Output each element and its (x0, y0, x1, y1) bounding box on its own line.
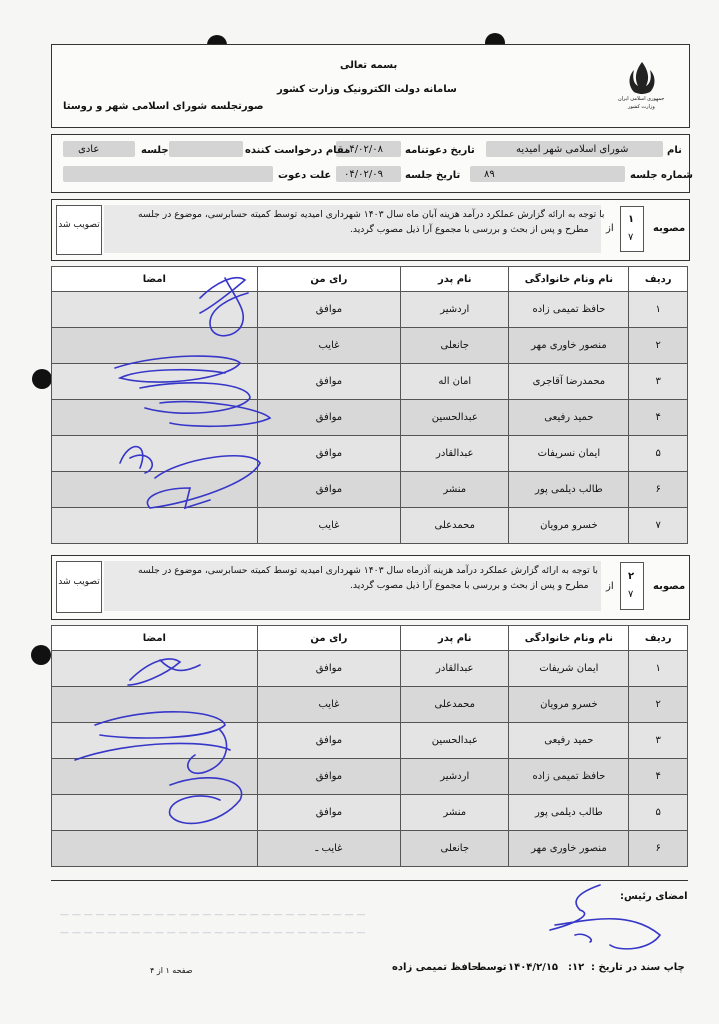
resolution-text: با توجه به ارائه گزارش عملکرد درآمد هزینه آذرماه سال ۱۴۰۳ شهرداری امیدیه توسط کمیته حسابرسی، موضوع در جلسه (138, 565, 598, 576)
resolution-text: مطرح و پس از بحث و بررسی با مجموع آرا ذیل مصوب گردید. (350, 224, 589, 235)
resolution-status: تصویب شد (58, 577, 100, 587)
session-type-value: عادی (78, 144, 100, 155)
by-label: توسط (476, 962, 507, 973)
resolution-number-box (620, 206, 644, 252)
session-label: جلسه (141, 145, 169, 156)
resolution-status-box (56, 561, 102, 613)
col-header-father: نام پدر (401, 626, 509, 651)
resolution-number: ۱ (628, 214, 635, 225)
bismillah: بسمه تعالی (340, 60, 398, 71)
row-no: ۶ (629, 472, 688, 508)
invite-date-label: تاریخ دعوتنامه (405, 145, 475, 156)
session-no-label: شماره جلسه (630, 170, 693, 181)
col-header-no: ردیف (629, 267, 688, 292)
col-header-father: نام پدر (401, 267, 509, 292)
row-vote: موافق (257, 436, 400, 472)
row-vote: موافق (257, 400, 400, 436)
name-label: نام (667, 145, 682, 156)
row-father: اردشیر (401, 292, 509, 328)
row-no: ۵ (629, 436, 688, 472)
col-header-no: ردیف (629, 626, 688, 651)
row-vote: موافق (257, 723, 400, 759)
print-time: ۱۲: (568, 962, 585, 973)
print-date: ۱۴۰۴/۲/۱۵ (508, 962, 559, 973)
session-date-value: ۰۴/۰۲/۰۹ (344, 169, 383, 180)
row-father: محمدعلی (401, 508, 509, 544)
resolution-label: مصوبه (653, 581, 686, 592)
row-vote: موافق (257, 292, 400, 328)
row-name: خسرو مرویان (509, 687, 629, 723)
col-header-name: نام ونام خانوادگی (509, 626, 629, 651)
handwritten-signatures-1 (100, 268, 290, 518)
punch-hole (32, 369, 52, 389)
col-header-signature: امضا (52, 267, 258, 292)
row-name: ایمان نسریفات (509, 436, 629, 472)
row-father: جانعلی (401, 831, 509, 867)
requester-field (169, 141, 243, 157)
invite-reason-label: علت دعوت (278, 170, 332, 181)
row-father: منشر (401, 472, 509, 508)
requester-label: مقام درخواست کننده (245, 145, 351, 156)
row-father: عبدالقادر (401, 436, 509, 472)
session-date-label: تاریخ جلسه (405, 170, 461, 181)
emblem-caption: جمهوری اسلامی ایران (618, 96, 665, 102)
row-vote: غایب (257, 687, 400, 723)
row-name: طالب دیلمی پور (509, 472, 629, 508)
row-father: جانعلی (401, 328, 509, 364)
resolution-number-box (620, 562, 644, 610)
punch-hole (31, 645, 51, 665)
system-title: سامانه دولت الکترونیک وزارت کشور (277, 84, 457, 95)
row-father: محمدعلی (401, 687, 509, 723)
row-father: عبدالقادر (401, 651, 509, 687)
row-father: امان اله (401, 364, 509, 400)
row-name: طالب دیلمی پور (509, 795, 629, 831)
invite-date-value: ۰۴/۰۲/۰۸ (344, 144, 383, 155)
resolution-status: تصویب شد (58, 220, 100, 230)
row-no: ۲ (629, 687, 688, 723)
row-father: عبدالحسین (401, 723, 509, 759)
handwritten-signatures-2 (70, 640, 270, 840)
emblem-logo (618, 56, 665, 116)
col-header-vote: رای من (257, 626, 400, 651)
col-header-signature: امضا (52, 626, 258, 651)
row-no: ۱ (629, 292, 688, 328)
name-value: شورای اسلامی شهر امیدیه (516, 144, 629, 155)
resolution-of: از (606, 581, 614, 592)
session-no-value: ۸۹ (484, 169, 495, 180)
row-name: خسرو مرویان (509, 508, 629, 544)
resolution-label: مصوبه (653, 223, 686, 234)
row-no: ۷ (629, 508, 688, 544)
row-vote: موافق (257, 472, 400, 508)
page-number: صفحه ۱ از ۴ (150, 966, 193, 975)
row-vote: موافق (257, 364, 400, 400)
row-name: حافظ تمیمی زاده (509, 759, 629, 795)
printed-by: حافظ تمیمی زاده (392, 962, 479, 973)
row-vote: غایب ـ (257, 831, 400, 867)
row-no: ۳ (629, 364, 688, 400)
row-vote: غایب (257, 508, 400, 544)
row-name: حمید رفیعی (509, 723, 629, 759)
row-vote: موافق (257, 651, 400, 687)
row-no: ۴ (629, 400, 688, 436)
row-name: منصور خاوری مهر (509, 831, 629, 867)
resolution-total: ۷ (628, 232, 634, 243)
resolution-status-box (56, 205, 102, 255)
row-no: ۵ (629, 795, 688, 831)
row-vote: غایب (257, 328, 400, 364)
row-father: اردشیر (401, 759, 509, 795)
row-no: ۴ (629, 759, 688, 795)
row-name: محمدرضا آقاجری (509, 364, 629, 400)
row-father: عبدالحسین (401, 400, 509, 436)
row-father: منشر (401, 795, 509, 831)
chair-signature-label: امضای رئیس: (620, 891, 688, 902)
row-name: ایمان شریفات (509, 651, 629, 687)
col-header-vote: رای من (257, 267, 400, 292)
row-vote: موافق (257, 795, 400, 831)
row-no: ۳ (629, 723, 688, 759)
resolution-of: از (606, 223, 614, 234)
doc-title: صورتجلسه شورای اسلامی شهر و روستا (63, 101, 264, 112)
row-name: حمید رفیعی (509, 400, 629, 436)
resolution-text: با توجه به ارائه گزارش عملکرد درآمد هزینه آبان ماه سال ۱۴۰۳ شهرداری امیدیه توسط کمیته حسابرسی، موضوع در جلسه (138, 209, 605, 220)
row-name: منصور خاوری مهر (509, 328, 629, 364)
resolution-text: مطرح و پس از بحث و بررسی با مجموع آرا ذیل مصوب گردید. (350, 580, 589, 591)
row-no: ۱ (629, 651, 688, 687)
row-no: ۲ (629, 328, 688, 364)
emblem-caption: وزارت کشور (628, 104, 655, 110)
resolution-number: ۲ (628, 571, 635, 582)
col-header-name: نام ونام خانوادگی (509, 267, 629, 292)
invite-reason-field (63, 166, 273, 182)
resolution-total: ۷ (628, 589, 634, 600)
print-label: چاپ سند در تاریخ : (591, 962, 685, 973)
row-no: ۶ (629, 831, 688, 867)
bleed-through: — — — — — — — — — — — — — — — — — — — — — — — — — — (60, 928, 366, 938)
row-name: حافظ تمیمی زاده (509, 292, 629, 328)
bleed-through: — — — — — — — — — — — — — — — — — — — — — — — — — — (60, 910, 366, 920)
row-vote: موافق (257, 759, 400, 795)
chair-signature (540, 880, 670, 960)
